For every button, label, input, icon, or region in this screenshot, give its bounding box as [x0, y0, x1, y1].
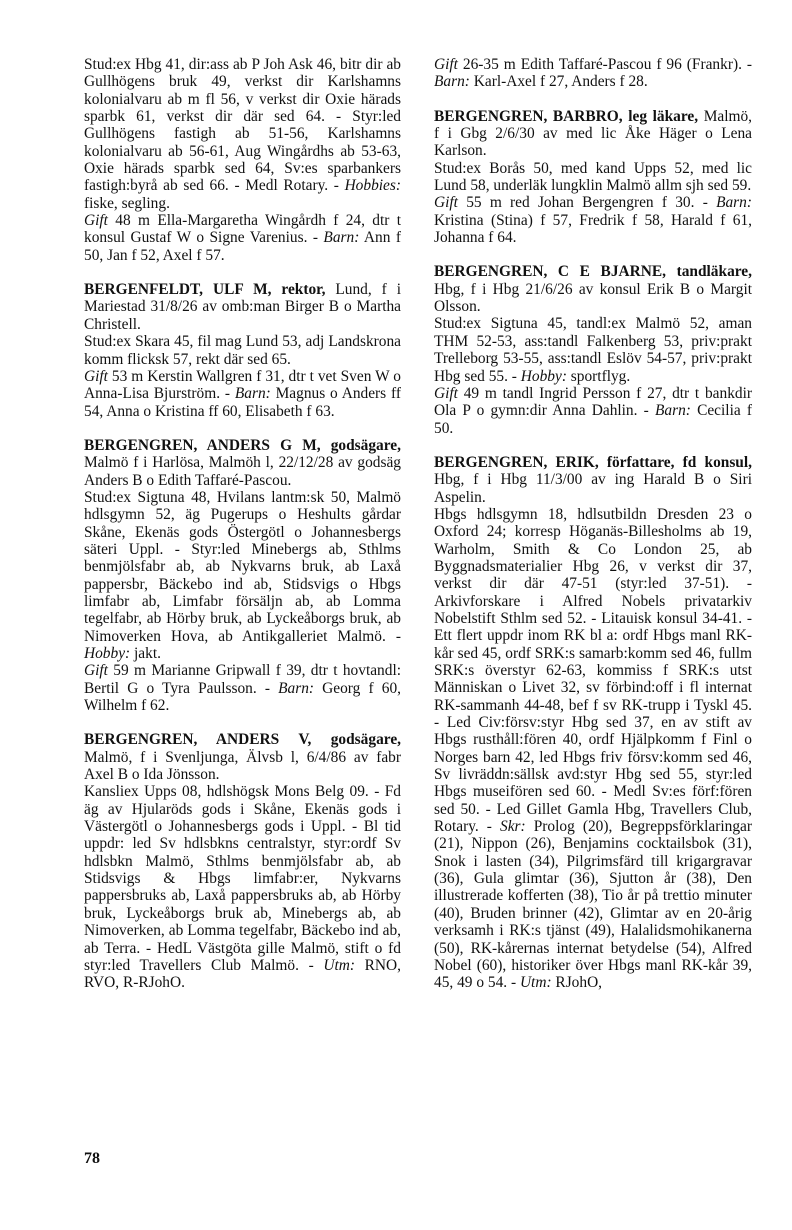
entry-continued-top-right — [434, 56, 752, 91]
left-column — [84, 56, 401, 992]
utm-label: Utm: — [519, 974, 552, 992]
gift-label: Gift — [84, 212, 108, 230]
barn-label: Barn: — [434, 73, 470, 91]
entry-career-text: Stud:ex Borås 50, med kand Upps 52, med lic Lund 58, underläk lungklin Malmö allm sjh sed 59. — [434, 159, 752, 195]
entry-header: BERGENGREN, ANDERS V, godsägare, Malmö, f i Svenljunga, Älvsb l, 6/4/86 av fabr Axel B o Ida Jönsson. — [84, 731, 401, 784]
entry-career-text: Stud:ex Sigtuna 45, tandl:ex Malmö 52, aman THM 52-53, ass:tandl Falkenberg 53, priv:prakt Trelleborg 53-55, ass:tandl Eslöv 54-57, priv:prakt Hbg sed 55. - Hobby: sportflyg. — [434, 315, 752, 385]
entry-bergengren-anders-g — [84, 437, 401, 715]
page-number: 78 — [84, 1150, 100, 1167]
barn-label: Barn: — [654, 402, 691, 420]
gift-label: Gift — [84, 367, 108, 385]
entry-family-text: Gift 49 m tandl Ingrid Persson f 27, dtr t bankdir Ola P o gymn:dir Anna Dahlin. - Barn: Cecilia f 50. — [434, 384, 752, 437]
entry-career-text: Stud:ex Skara 45, fil mag Lund 53, adj Landskrona komm flicksk 57, rekt där sed 65. — [84, 333, 401, 368]
entry-continued-top-left — [84, 56, 401, 264]
entry-bergengren-barbro — [434, 108, 752, 247]
entry-family-text: Gift 59 m Marianne Gripwall f 39, dtr t hovtandl: Bertil G o Tyra Paulsson. - Barn: Georg f 60, Wilhelm f 62. — [84, 662, 401, 715]
entry-header: BERGENGREN, C E BJARNE, tandläkare, Hbg, f i Hbg 21/6/26 av konsul Erik B o Margit Olsson. — [434, 263, 752, 316]
entry-bergenfeldt-ulf — [84, 281, 401, 420]
entry-name: BERGENGREN, ANDERS G M, godsägare, — [84, 436, 401, 454]
gift-label: Gift — [434, 194, 458, 212]
entry-name: BERGENGREN, C E BJARNE, tandläkare, — [434, 263, 752, 281]
entry-bergengren-anders-v — [84, 731, 401, 991]
entry-header: BERGENGREN, ERIK, författare, fd konsul, Hbg, f i Hbg 11/3/00 av ing Harald B o Siri Aspelin. — [434, 453, 752, 506]
hobby-label: Hobby: — [520, 367, 567, 385]
hobby-label: Hobby: — [84, 645, 131, 662]
entry-name: BERGENGREN, ERIK, författare, fd konsul, — [434, 453, 752, 471]
entry-bergengren-erik — [434, 454, 752, 992]
entry-career-text: Kansliex Upps 08, hdlshögsk Mons Belg 09. - Fd äg av Hjularöds gods i Skåne, Ekenäs gods i Västergötl o Johannesbergs gods i Uppl. - Bl tid uppdr: led Sv hdlsbkns centralstyr, styr:ordf Sv hdlsbkn Malmö, Sthlms benmjölsfabr ab, ab Stidsvigs & Hbgs limfabr:er, Nykvarns pappersbruks ab, Laxå pappersbruks ab, ab Hörby bruk, Lyckeåborgs bruk ab, Minebergs ab, ab Nimoverken, ab Lomma tegelfabr, Bäckebo ind ab, ab Terra. - HedL Västgöta gille Malmö, stift o fd styr:led Travellers Club Malmö. - Utm: RNO, RVO, R-RJohO. — [84, 783, 401, 992]
skr-label: Skr: — [500, 818, 526, 836]
entry-name: BERGENFELDT, ULF M, rektor, — [84, 281, 326, 299]
hobbies-label: Hobbies: — [344, 177, 401, 195]
entry-header: BERGENGREN, ANDERS G M, godsägare, Malmö f i Harlösa, Malmöh l, 22/12/28 av godsäg Anders B o Edith Taffaré-Pascou. — [84, 436, 401, 489]
barn-label: Barn: — [716, 194, 752, 212]
entry-bergengren-bjarne — [434, 263, 752, 436]
entry-header: BERGENGREN, BARBRO, leg läkare, Malmö, f i Gbg 2/6/30 av med lic Åke Häger o Lena Karlson. — [434, 107, 753, 160]
entry-family-text: Gift 53 m Kerstin Wallgren f 31, dtr t vet Sven W o Anna-Lisa Bjurström. - Barn: Magnus o Anders ff 54, Anna o Kristina ff 60, Elisabeth f 63. — [84, 367, 401, 420]
gift-label: Gift — [434, 384, 458, 402]
entry-name: BERGENGREN, ANDERS V, godsägare, — [84, 731, 401, 749]
gift-label: Gift — [84, 662, 108, 680]
right-column — [434, 56, 752, 992]
entry-career-text: Stud:ex Sigtuna 48, Hvilans lantm:sk 50, Malmö hdlsgymn 52, äg Pugerups o Heshults gårdar Skåne, Ekenäs gods Östergötl o Johannesbergs säteri Uppl. - Styr:led Minebergs ab, Sthlms benmjölsfabr ab, ab Nykvarns bruk, ab Laxå pappersbr, Bäckebo ind ab, Stidsvigs o Hbgs limfabr ab, Limfabr försäljn ab, ab Lomma tegelfabr, ab Hörby bruk, ab Lyckeåborgs bruk, ab Nimoverken Hova, ab Antikgalleriet Malmö. - Hobby: jakt. — [84, 488, 401, 662]
barn-label: Barn: — [278, 679, 315, 697]
barn-label: Barn: — [234, 385, 271, 403]
entry-career-text: Hbgs hdlsgymn 18, hdlsutbildn Dresden 23 o Oxford 24; korresp Höganäs-Billesholms ab 19, Warholm, Smith & Co London 25, ab Byggnadsmaterialier Hbg 26, v verkst dir 37, verkst dir där 47-51 (styr:led 37-51). - Arkivforskare i Alfred Nobels privatarkiv Nobelstift Sthlm sed 52. - Litauisk konsul 34-41. - Ett flert uppdr inom RK bl a: ordf Hbgs manl RK-kår sed 45, ordf SRK:s samarb:komm sed 46, fullm SRK:s överstyr 62-63, kommiss f SRK:s utst Människan o Livet 32, sv förbind:off i fl internat RK-sammanh 44-48, bef f sv RK-trupp i Tyskl 45. - Led Civ:försv:styr Hbg sed 37, en av stift av Hbgs rusthåll:fören 40, ordf Hjälpkomm f Finl o Norges barn 42, led Hbgs friv försv:komm sed 46, Sv livräddn:sällsk avd:styr Hbg sed 55, styr:led Hbgs museifören sed 60. - Medl Sv:es förf:fören sed 50. - Led Gillet Gamla Hbg, Travellers Club, Rotary. - Skr: Prolog (20), Begreppsförklaringar (21), Nippon (26), Benjamins cocktailsbok (31), Snok i lasten (34), Pilgrimsfärd till krigargravar (36), Gula glimtar (36), Sjutton år (38), Den illustrerade kofferten (38), Tio år på trettio minuter (40), Bruden brinner (42), Glimtar av en 20-årig verksamh i RK:s tjänst (49), Halalidsmohikanerna (50), RK-kårernas internat betydelse (54), Alfred Nobel (60), historiker över Hbgs manl RK-kår 39, 45, 49 o 54. - Utm: RJohO, — [434, 505, 753, 992]
gift-label: Gift — [434, 56, 458, 73]
entry-family-text: Gift 55 m red Johan Bergengren f 30. - Barn: Kristina (Stina) f 57, Fredrik f 58, Harald f 61, Johanna f 64. — [434, 194, 752, 247]
entry-name: BERGENGREN, BARBRO, leg läkare, — [434, 107, 699, 125]
entry-family-text: Gift 26-35 m Edith Taffaré-Pascou f 96 (Frankr). - Barn: Karl-Axel f 27, Anders f 28. — [434, 56, 752, 91]
utm-label: Utm: — [323, 956, 355, 974]
entry-family-text: Gift 48 m Ella-Margaretha Wingårdh f 24, dtr t konsul Gustaf W o Signe Varenius. - Barn: Ann f 50, Jan f 52, Axel f 57. — [84, 212, 402, 264]
entry-career-text: Stud:ex Hbg 41, dir:ass ab P Joh Ask 46, bitr dir ab Gullhögens bruk 49, verkst dir Karlshamns kolonialvaru ab m fl 56, v verkst dir Oxie härads sparbk 61, verkst dir där sed 64. - Styr:led Gullhögens fastigh ab 51-56, Karlshamns kolonialvaru ab 56-61, Aug Wingårdhs ab 53-63, Oxie härads sparbk sed 64, Sv:es sparbankers fastigh:byrå ab sed 66. - Medl Rotary. - Hobbies: fiske, segling. — [84, 56, 401, 212]
entry-header: BERGENFELDT, ULF M, rektor, Lund, f i Mariestad 31/8/26 av omb:man Birger B o Martha Christell. — [84, 281, 402, 333]
barn-label: Barn: — [323, 229, 360, 247]
